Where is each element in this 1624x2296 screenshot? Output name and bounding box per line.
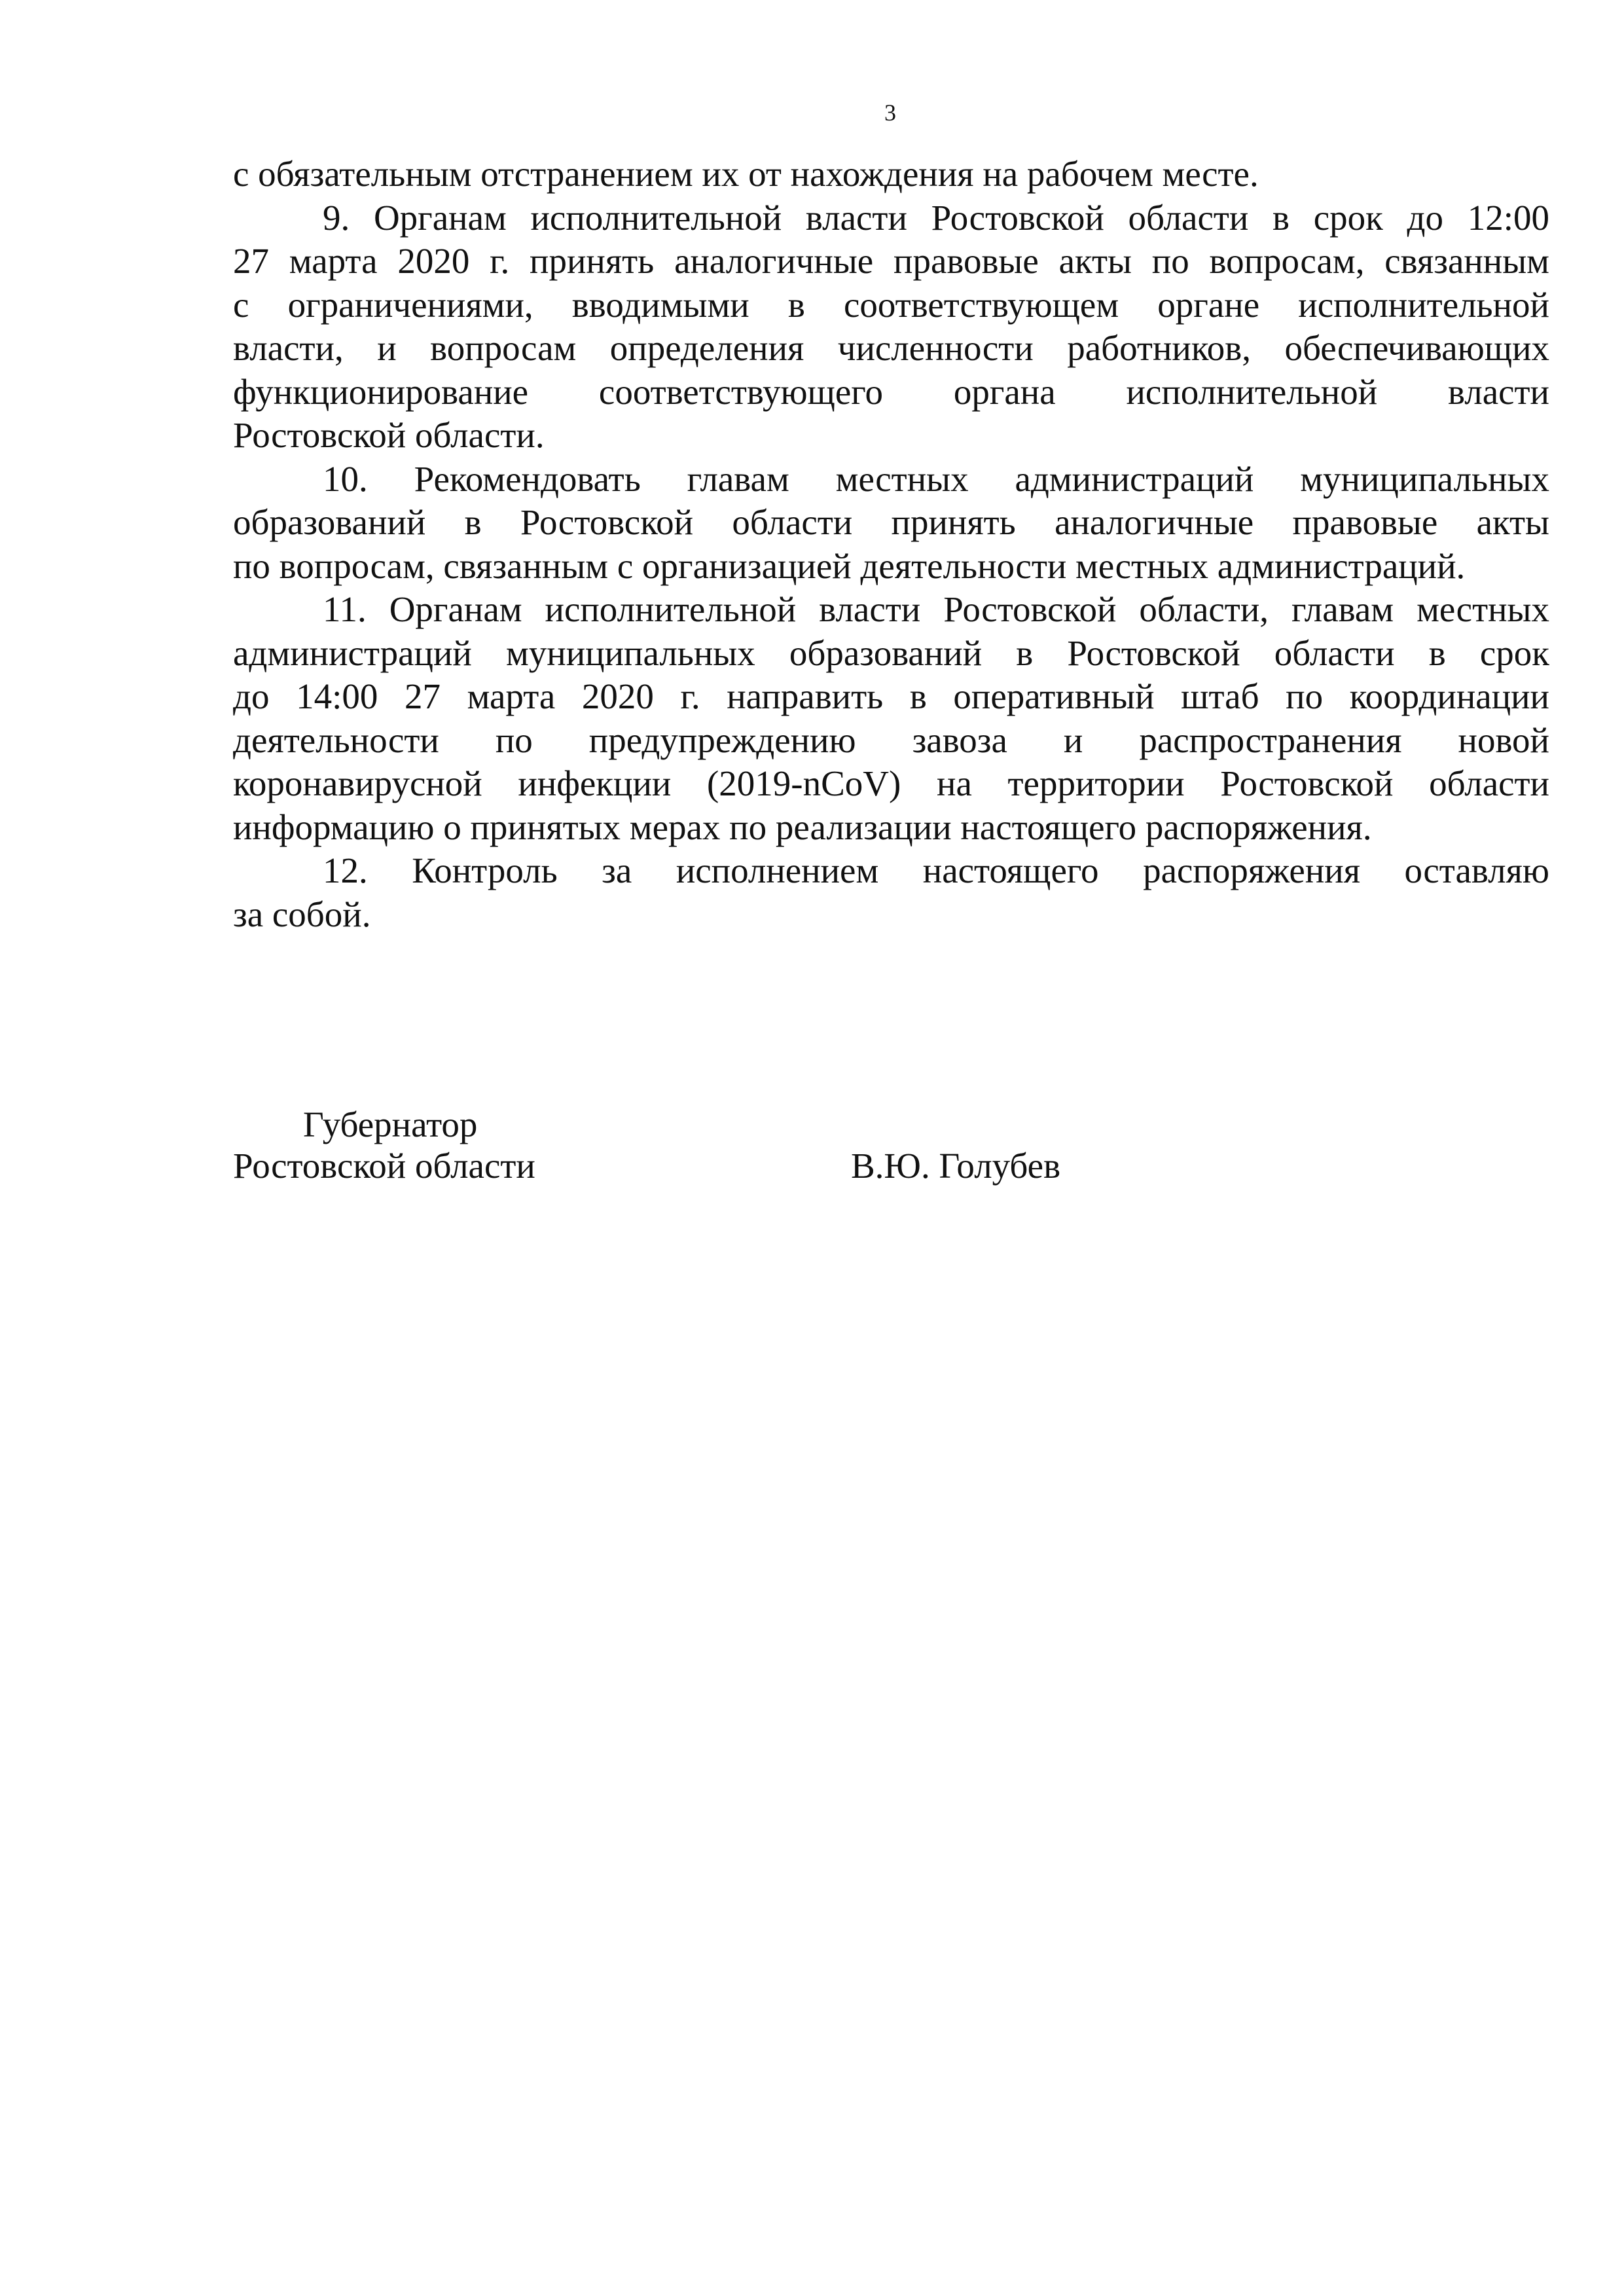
text-line: деятельности по предупреждению завоза и распространения новой — [233, 720, 1549, 760]
paragraph-12 — [233, 849, 1549, 936]
text-line: 10. Рекомендовать главам местных администраций муниципальных — [323, 458, 1549, 499]
text-line: власти, и вопросам определения численности работников, обеспечивающих — [233, 328, 1549, 368]
text-line: Ростовской области. — [233, 415, 545, 455]
signature-block — [233, 1104, 1149, 1186]
text-line: 12. Контроль за исполнением настоящего распоряжения оставляю — [323, 850, 1549, 890]
text-line: 9. Органам исполнительной власти Ростовской области в срок до 12:00 — [323, 197, 1549, 238]
text-line: с ограничениями, вводимыми в соответствующем органе исполнительной — [233, 284, 1549, 325]
text-line: с обязательным отстранением их от нахождения на рабочем месте. — [233, 154, 1259, 194]
signature-row — [233, 1145, 1149, 1186]
text-line: коронавирусной инфекции (2019-nCoV) на территории Ростовской области — [233, 763, 1549, 803]
paragraph-8-continuation — [233, 153, 1549, 196]
text-line: по вопросам, связанным с организацией деятельности местных администраций. — [233, 545, 1466, 586]
text-line: информацию о принятых мерах по реализации настоящего распоряжения. — [233, 807, 1372, 847]
page-number: 3 — [884, 100, 896, 126]
text-line: 11. Органам исполнительной власти Ростовской области, главам местных — [323, 589, 1549, 629]
text-line: функционирование соответствующего органа исполнительной власти — [233, 371, 1549, 412]
paragraph-11 — [233, 588, 1549, 849]
text-line: за собой. — [233, 894, 371, 934]
text-line: образований в Ростовской области принять аналогичные правовые акты — [233, 502, 1549, 542]
signatory-title-line-1: Губернатор — [303, 1104, 478, 1144]
paragraph-9 — [233, 196, 1549, 458]
paragraph-10 — [233, 458, 1549, 589]
signatory-title-line-2: Ростовской области — [233, 1146, 535, 1186]
document-body — [233, 153, 1549, 936]
text-line: 27 марта 2020 г. принять аналогичные правовые акты по вопросам, связанным — [233, 241, 1549, 281]
text-line: до 14:00 27 марта 2020 г. направить в оперативный штаб по координации — [233, 676, 1549, 716]
signatory-name: В.Ю. Голубев — [851, 1146, 1061, 1186]
text-line: администраций муниципальных образований в Ростовской области в срок — [233, 632, 1549, 673]
